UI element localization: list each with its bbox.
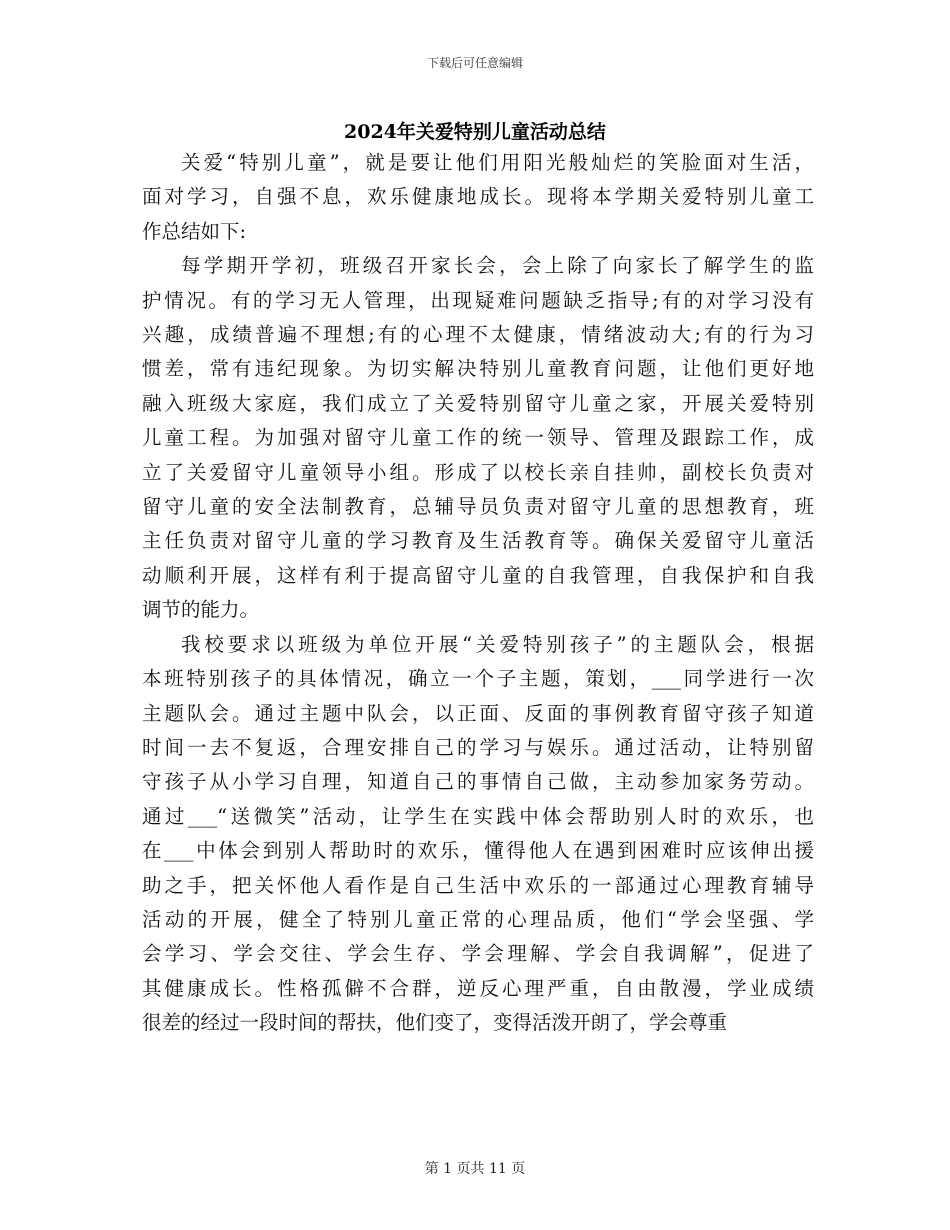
paragraph-line: 作总结如下:	[142, 219, 247, 243]
paragraph-line: 兴趣，成绩普遍不理想;有的心理不太健康，情绪波动大;有的行为习	[142, 323, 814, 347]
paragraph-line: 在___中体会到别人帮助时的欢乐，懂得他人在遇到困难时应该伸出援	[142, 839, 814, 863]
paragraph-line: 护情况。有的学习无人管理，出现疑难问题缺乏指导;有的对学习没有	[142, 288, 814, 312]
paragraph-line: 我校要求以班级为单位开展“关爱特别孩子”的主题队会，根据	[181, 632, 814, 656]
paragraph-line: 很差的经过一段时间的帮扶，他们变了，变得活泼开朗了，学会尊重	[142, 1011, 728, 1035]
paragraph-line: 主任负责对留守儿童的学习教育及生活教育等。确保关爱留守儿童活	[142, 529, 814, 553]
paragraph-line: 助之手，把关怀他人看作是自己生活中欢乐的一部通过心理教育辅导	[142, 873, 814, 897]
paragraph-line: 调节的能力。	[142, 598, 260, 622]
paragraph-line: 守孩子从小学习自理，知道自己的事情自己做，主动参加家务劳动。	[142, 770, 814, 794]
paragraph	[142, 628, 814, 1041]
paragraph-line: 每学期开学初，班级召开家长会，会上除了向家长了解学生的监	[181, 254, 814, 278]
paragraph-line: 儿童工程。为加强对留守儿童工作的统一领导、管理及跟踪工作，成	[142, 426, 814, 450]
document-title: 2024年关爱特别儿童活动总结	[344, 121, 606, 143]
header-note: 下载后可任意编辑	[426, 56, 523, 70]
paragraph-line: 留守儿童的安全法制教育，总辅导员负责对留守儿童的思想教育，班	[142, 495, 814, 519]
paragraph-line: 通过___“送微笑”活动，让学生在实践中体会帮助别人时的欢乐，也	[142, 804, 814, 828]
document-body	[142, 146, 814, 1041]
paragraph-line: 时间一去不复返，合理安排自己的学习与娱乐。通过活动，让特别留	[142, 735, 814, 759]
paragraph-line: 融入班级大家庭，我们成立了关爱特别留守儿童之家，开展关爱特别	[142, 391, 814, 415]
paragraph-line: 活动的开展，健全了特别儿童正常的心理品质，他们“学会坚强、学	[142, 907, 814, 931]
paragraph-line: 主题队会。通过主题中队会，以正面、反面的事例教育留守孩子知道	[142, 701, 814, 725]
paragraph	[142, 146, 814, 249]
page-number-footer: 第 1 页共 11 页	[424, 1161, 526, 1177]
paragraph-line: 其健康成长。性格孤僻不合群，逆反心理严重，自由散漫，学业成绩	[142, 976, 814, 1000]
paragraph-line: 关爱“特别儿童”，就是要让他们用阳光般灿烂的笑脸面对生活，	[181, 151, 814, 174]
paragraph-line: 立了关爱留守儿童领导小组。形成了以校长亲自挂帅，副校长负责对	[142, 460, 814, 484]
paragraph	[142, 249, 814, 627]
paragraph-line: 面对学习，自强不息，欢乐健康地成长。现将本学期关爱特别儿童工	[142, 185, 814, 209]
paragraph-line: 会学习、学会交往、学会生存、学会理解、学会自我调解”，促进了	[142, 942, 814, 966]
paragraph-line: 惯差，常有违纪现象。为切实解决特别儿童教育问题，让他们更好地	[142, 357, 814, 381]
paragraph-line: 动顺利开展，这样有利于提高留守儿童的自我管理，自我保护和自我	[142, 563, 814, 587]
paragraph-line: 本班特别孩子的具体情况，确立一个子主题，策划，___同学进行一次	[142, 667, 814, 691]
